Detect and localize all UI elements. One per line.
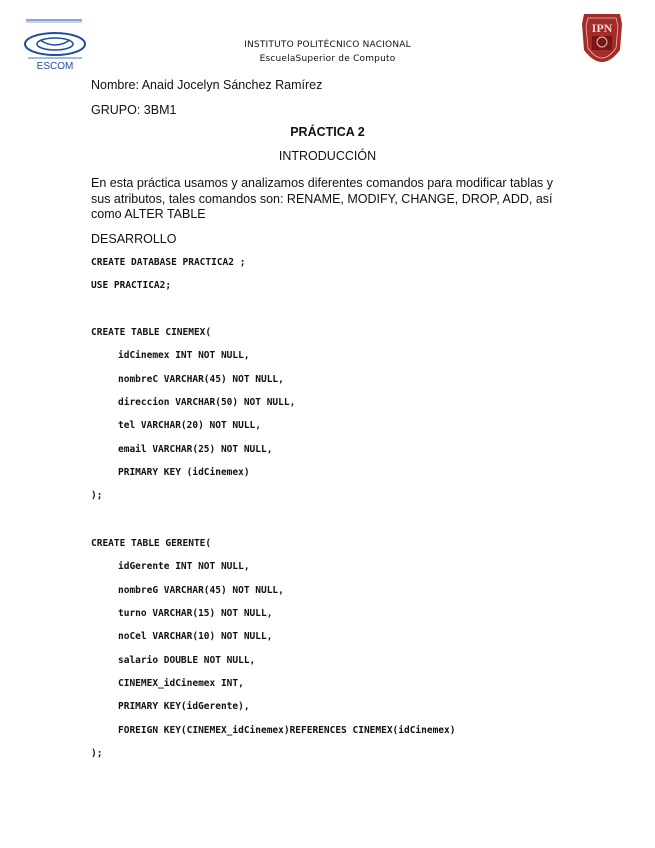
code-line: nombreG VARCHAR(45) NOT NULL, xyxy=(118,585,284,596)
institution-name: INSTITUTO POLITÉCNICO NACIONAL xyxy=(244,40,411,50)
code-line: PRIMARY KEY (idCinemex) xyxy=(118,467,250,478)
code-line: CREATE TABLE CINEMEX( xyxy=(91,327,212,338)
student-name: Nombre: Anaid Jocelyn Sánchez Ramírez xyxy=(91,78,323,92)
code-line: direccion VARCHAR(50) NOT NULL, xyxy=(118,397,296,408)
code-line: salario DOUBLE NOT NULL, xyxy=(118,655,256,666)
code-line: tel VARCHAR(20) NOT NULL, xyxy=(118,420,261,431)
code-line: CREATE TABLE GERENTE( xyxy=(91,538,212,549)
practice-title: PRÁCTICA 2 xyxy=(290,125,365,139)
code-line: ); xyxy=(91,490,103,501)
code-line: idGerente INT NOT NULL, xyxy=(118,561,250,572)
code-line: noCel VARCHAR(10) NOT NULL, xyxy=(118,631,273,642)
code-line: email VARCHAR(25) NOT NULL, xyxy=(118,444,273,455)
escom-logo-text: ESCOM xyxy=(36,61,74,72)
code-line: USE PRACTICA2; xyxy=(91,280,172,291)
code-line: turno VARCHAR(15) NOT NULL, xyxy=(118,608,273,619)
development-heading: DESARROLLO xyxy=(91,232,177,246)
code-line: FOREIGN KEY(CINEMEX_idCinemex)REFERENCES CINEMEX(idCinemex) xyxy=(118,725,456,736)
intro-paragraph: En esta práctica usamos y analizamos diferentes comandos para modificar tablas y sus atributos, tales comandos son: RENAME, MODIFY, CHANGE, DROP, ADD, así como ALTER TABLE xyxy=(91,176,554,221)
code-line: PRIMARY KEY(idGerente), xyxy=(118,701,250,712)
intro-heading: INTRODUCCIÓN xyxy=(278,149,377,163)
school-name: EscuelaSuperior de Computo xyxy=(259,54,396,64)
code-line: CREATE DATABASE PRACTICA2 ; xyxy=(91,257,246,268)
ipn-logo-text: IPN xyxy=(591,21,613,35)
code-line: CINEMEX_idCinemex INT, xyxy=(118,678,244,689)
student-group: GRUPO: 3BM1 xyxy=(91,103,177,117)
code-line: ); xyxy=(91,748,103,759)
code-line: idCinemex INT NOT NULL, xyxy=(118,350,250,361)
code-line: nombreC VARCHAR(45) NOT NULL, xyxy=(118,374,284,385)
